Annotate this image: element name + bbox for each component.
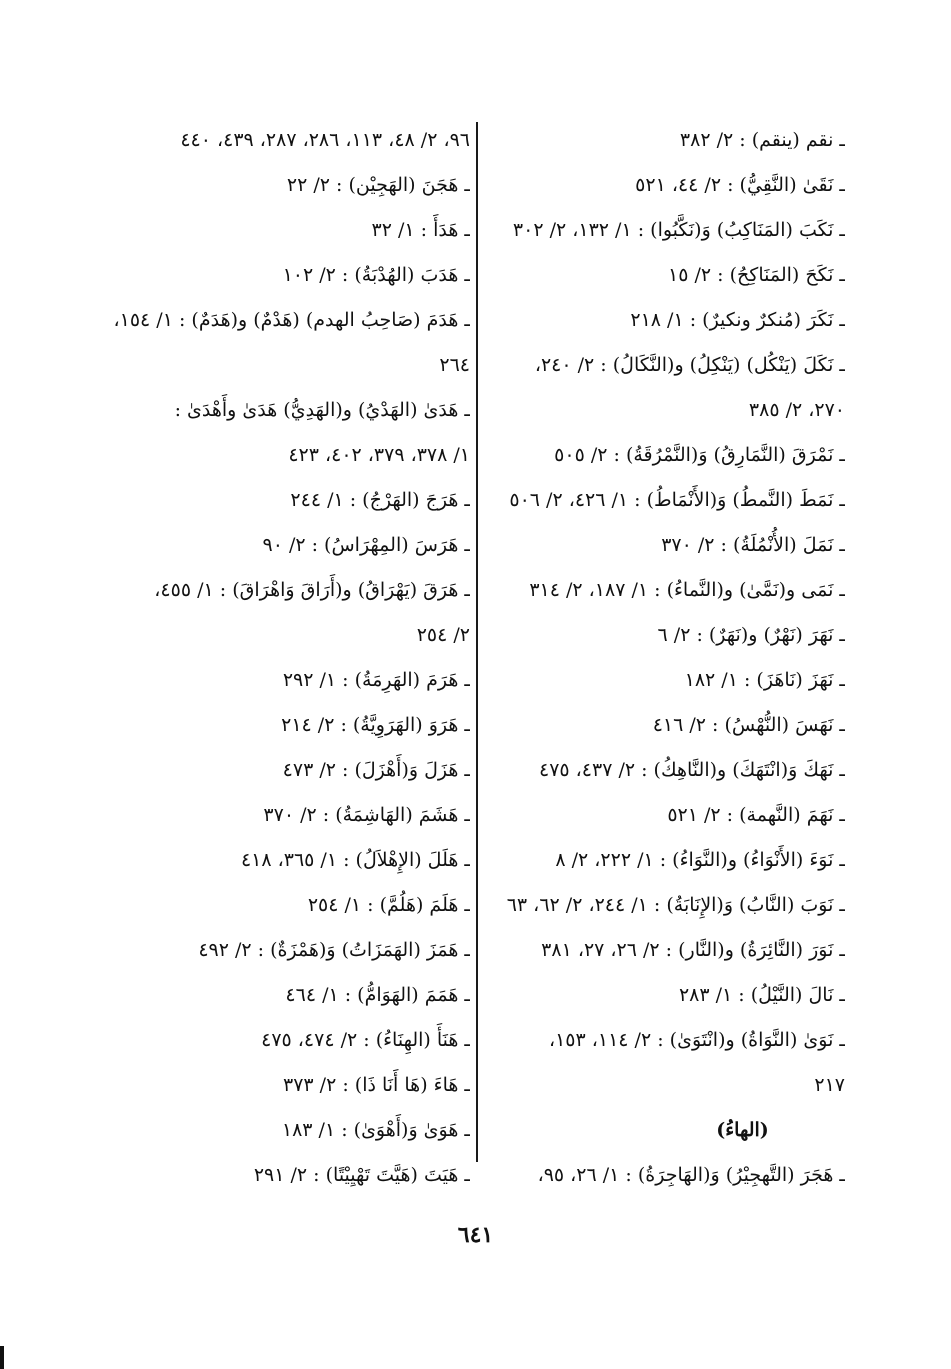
index-entry: ـ نَمْرَقَ (النَّمَارِقُ) وَ(النَّمْرُقَةُ) : ٢/ ٥٠٥ <box>554 444 845 466</box>
index-entry: ـ نقم (ينقم) : ٢/ ٣٨٢ <box>679 129 845 151</box>
scan-edge-mark <box>0 1346 4 1369</box>
index-entry: ـ هَرَقَ (يَهْرَاقُ) و(أَرَاقَ وَاهْرَاقَ) : ١/ ٤٥٥، <box>154 579 470 601</box>
index-entry: ـ نَوَبَ (النَّابُ) وَ(الإِنَابَةُ) : ١/ ٢٤٤، ٢/ ٦٢، ٦٣ <box>506 894 845 916</box>
index-entry: ـ نَهَرَ (نَهْرٌ) و(نَهَرٌ) : ٢/ ٦ <box>657 624 845 646</box>
index-entry: ـ هَجَنَ (الهَجِيْن) : ٢/ ٢٢ <box>286 174 470 196</box>
index-entry: ـ نَمَلَ (الأُنْمُلَةُ) : ٢/ ٣٧٠ <box>661 534 845 556</box>
column-divider <box>476 122 478 1162</box>
index-entry: ـ هَدَأَ : ١/ ٣٢ <box>371 219 470 241</box>
index-entry: ـ نَهَكَ وَ(انْتَهَكَ) و(النَّاهِكُ) : ٢/ ٤٣٧، ٤٧٥ <box>538 759 845 781</box>
index-entry: ـ نَهَمَ (النَّهمة) : ٢/ ٥٢١ <box>667 804 845 826</box>
index-entry-continuation: ٢/ ٢٥٤ <box>416 624 470 646</box>
index-entry: ـ هَجَرَ (التَّهجِيْرُ) وَ(الهَاجِرَةُ) : ١/ ٢٦، ٩٥، <box>537 1164 845 1186</box>
index-entry: ـ نَكَرَ (مُنكرٌ ونكيرٌ) : ١/ ٢١٨ <box>630 309 845 331</box>
index-entry: ـ هَلَمَ (هَلُمَّ) : ١/ ٢٥٤ <box>307 894 470 916</box>
right-column <box>490 118 845 1198</box>
index-entry-continuation: ١/ ٣٧٨، ٣٧٩، ٤٠٢، ٤٢٣ <box>288 444 470 466</box>
index-entry-continuation: ٩٦، ٢/ ٤٨، ١١٣، ٢٨٦، ٢٨٧، ٤٣٩، ٤٤٠ <box>180 129 470 151</box>
index-entry: ـ هَنَأَ (الهِنَاءُ) : ٢/ ٤٧٤، ٤٧٥ <box>261 1029 470 1051</box>
index-entry: ـ هَرَوَ (الهَرَوِيَّةُ) : ٢/ ٢١٤ <box>281 714 470 736</box>
index-entry: ـ هَرَجَ (الهَرْجُ) : ١/ ٢٤٤ <box>290 489 470 511</box>
index-entry: ـ نَقَىٰ (النَّقِيُّ) : ٢/ ٤٤، ٥٢١ <box>635 174 845 196</box>
index-entry: ـ نَهَسَ (النُّهْسُ) : ٢/ ٤١٦ <box>652 714 845 736</box>
index-entry-continuation: ٢١٧ <box>814 1074 845 1096</box>
index-entry: ـ نَمَطَ (النَّمطُ) وَ(الأَنْمَاطُ) : ١/ ٤٢٦، ٢/ ٥٠٦ <box>509 489 845 511</box>
index-entry: ـ نَمَى و(نَمَّىٰ) و(النَّماءُ) : ١/ ١٨٧، ٢/ ٣١٤ <box>529 579 845 601</box>
left-column <box>112 118 470 1198</box>
index-entry: ـ هَلَلَ (الإِهْلاَلُ) : ١/ ٣٦٥، ٤١٨ <box>240 849 470 871</box>
index-entry: ـ نَوَىٰ (النَّوَاةُ) و(انْتَوَىٰ) : ٢/ ١١٤، ١٥٣، <box>548 1029 845 1051</box>
index-entry: ـ هَدَبَ (الهُدْبَةُ) : ٢/ ١٠٢ <box>282 264 470 286</box>
index-entry: ـ نَوَرَ (النَّائِرَةُ) و(النَّار) : ٢/ ٢٦، ٢٧، ٣٨١ <box>541 939 845 961</box>
index-entry: ـ نَكَبَ (المَنَاكِبُ) وَ(نَكَّبُوا) : ١/ ١٣٢، ٢/ ٣٠٢ <box>512 219 845 241</box>
index-entry: ـ نَكَلَ (يَنْكُل) (يَنْكِلُ) و(النَّكَالُ) : ٢/ ٢٤٠، <box>534 354 845 376</box>
index-entry: ـ هَيَتَ (هَيَّتَ تَهْيِيْتًا) : ٢/ ٢٩١ <box>253 1164 470 1186</box>
index-entry: ـ هَدَمَ (صَاحِبُ الهدم) (هَدْمٌ) و(هَدَمٌ) : ١/ ١٥٤، <box>113 309 470 331</box>
page-number: ٦٤١ <box>457 1222 494 1248</box>
section-heading: (الهاءُ) <box>716 1119 769 1141</box>
index-entry: ـ هَرَسَ (المِهْرَاسُ) : ٢/ ٩٠ <box>262 534 470 556</box>
index-entry-continuation: ٢٦٤ <box>439 354 470 376</box>
index-entry: ـ هَشَمَ (الهَاشِمَةُ) : ٢/ ٣٧٠ <box>263 804 470 826</box>
index-entry: ـ هَمَمَ (الهَوَامُّ) : ١/ ٤٦٤ <box>285 984 470 1006</box>
index-entry: ـ هَدَىٰ (الهَدْيُ) و(الهَدِيُّ) هَدَىٰ وأَهْدَىٰ : <box>174 399 470 421</box>
index-entry: ـ نَهَزَ (نَاهَزَ) : ١/ ١٨٢ <box>684 669 845 691</box>
index-entry: ـ هَمَزَ (الهَمَزَاتُ) وَ(هَمْزَةٌ) : ٢/ ٤٩٢ <box>198 939 470 961</box>
index-entry: ـ هَاءَ (هَا أَنَا ذَا) : ٢/ ٣٧٣ <box>283 1074 470 1096</box>
index-entry-continuation: ٢٧٠، ٢/ ٣٨٥ <box>748 399 845 421</box>
index-entry: ـ نَكَحَ (المَنَاكِحُ) : ٢/ ١٥ <box>668 264 845 286</box>
index-entry: ـ هَوَىٰ وَ(أَهْوَىٰ) : ١/ ١٨٣ <box>281 1119 470 1141</box>
index-entry: ـ نَالَ (النَّيْلُ) : ١/ ٢٨٣ <box>678 984 845 1006</box>
index-entry: ـ هَزَلَ وَ(أَهْزَلَ) : ٢/ ٤٧٣ <box>282 759 470 781</box>
index-entry: ـ هَرَمَ (الهَرِمَةُ) : ١/ ٢٩٢ <box>282 669 470 691</box>
index-entry: ـ نَوَءَ (الأَنْوَاءُ) و(النَّوَاءُ) : ١/ ٢٢٢، ٢/ ٨ <box>555 849 845 871</box>
